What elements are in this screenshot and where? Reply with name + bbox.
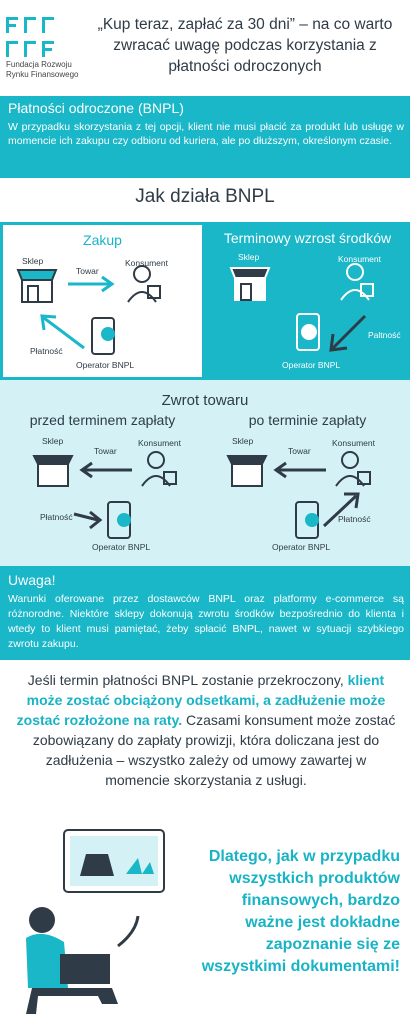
late-payment-text <box>16 670 396 790</box>
purchase-diagram <box>0 222 205 380</box>
purchase-shop-label: Sklep <box>22 256 44 266</box>
payment-arrow <box>331 316 365 350</box>
after-payment-label: Płatność <box>338 514 371 524</box>
return-after-title: po terminie zapłaty <box>248 412 367 428</box>
logo-caption <box>6 60 78 80</box>
after-operator-label: Operator BNPL <box>272 542 331 552</box>
shop-icon <box>18 270 56 302</box>
growth-operator-label: Operator BNPL <box>282 360 341 370</box>
operator-icon <box>108 502 131 538</box>
goods-arrow <box>68 277 112 291</box>
growth-consumer-label: Konsument <box>338 254 381 264</box>
growth-title: Terminowy wzrost środków <box>223 230 392 246</box>
how-title: Jak działa BNPL <box>135 186 275 207</box>
late-highlight: klient może zostać obciążony odsetkami, a zadłużenie może zostać rozłożone na raty. <box>16 672 386 728</box>
before-shop-label: Sklep <box>42 436 64 446</box>
consumer-icon <box>336 452 370 486</box>
bnpl-title: Płatności odroczone (BNPL) <box>8 100 184 116</box>
payment-arrow <box>74 512 100 528</box>
final-message: Dlatego, jak w przypadku wszystkich produktów finansowych, bardzo ważne jest dokładne zapoznanie się ze wszystkimi dokumentami! <box>201 848 400 975</box>
payment-arrow <box>42 316 84 348</box>
operator-icon <box>297 314 319 350</box>
purchase-payment-label: Płatność <box>30 346 63 356</box>
warning-title: Uwaga! <box>8 572 56 588</box>
shop-icon <box>34 456 72 486</box>
bnpl-description: W przypadku skorzystania z tej opcji, klient nie musi płacić za produkt lub usługę w momencie ich zakupu czy odbioru od kuriera, ale po dłuższym, określonym czasie. <box>8 121 404 147</box>
growth-shop-label: Sklep <box>238 252 260 262</box>
warning-description: Warunki oferowane przez dostawców BNPL oraz platformy e-commerce są różnorodne. Niektóre sklepy dokonują zwrotu środków bezpośrednio do klienta i wtedy to klient musi pamiętać, żeby spłacić BNPL, nawet w sytuacji szybkiego zwrotu zakupu. <box>8 593 404 650</box>
return-title: Zwrot towaru <box>161 392 249 409</box>
purchase-goods-label: Towar <box>76 266 99 276</box>
consumer-icon <box>142 452 176 486</box>
operator-icon <box>92 318 115 354</box>
growth-diagram <box>205 222 410 380</box>
logo-line-2: Rynku Finansowego <box>6 70 79 79</box>
late-part-2: Czasami konsument może zostać zobowiązany do zapłaty prowizji, która doliczana jest do zadłużenia – wszystko zależy od umowy zawartej w momencie skorzystania z usługi. <box>32 712 396 788</box>
shop-icon <box>228 456 266 486</box>
page-title: „Kup teraz, zapłać za 30 dni” – na co warto zwracać uwagę podczas korzystania z płatności odroczonych <box>97 16 393 75</box>
purchase-title: Zakup <box>83 232 122 248</box>
purchase-operator-label: Operator BNPL <box>76 360 135 370</box>
after-shop-label: Sklep <box>232 436 254 446</box>
goods-arrow <box>82 463 132 477</box>
goods-arrow <box>276 463 326 477</box>
after-consumer-label: Konsument <box>332 438 375 448</box>
before-payment-label: Płatność <box>40 512 73 522</box>
before-goods-label: Towar <box>94 446 117 456</box>
before-consumer-label: Konsument <box>138 438 181 448</box>
shop-icon <box>231 268 269 300</box>
logo-line-1: Fundacja Rozwoju <box>6 60 72 69</box>
purchase-consumer-label: Konsument <box>125 258 168 268</box>
return-diagram <box>0 430 410 560</box>
before-operator-label: Operator BNPL <box>92 542 151 552</box>
consumer-icon <box>341 264 373 300</box>
operator-icon <box>296 502 319 538</box>
consumer-icon <box>128 266 160 302</box>
after-goods-label: Towar <box>288 446 311 456</box>
growth-payment-label: Paltność <box>368 330 401 340</box>
payment-arrow <box>324 494 358 526</box>
woman-shopping-illustration <box>8 828 188 1018</box>
late-part-1: Jeśli termin płatności BNPL zostanie przekroczony, <box>27 672 348 688</box>
return-before-title: przed terminem zapłaty <box>29 412 176 428</box>
